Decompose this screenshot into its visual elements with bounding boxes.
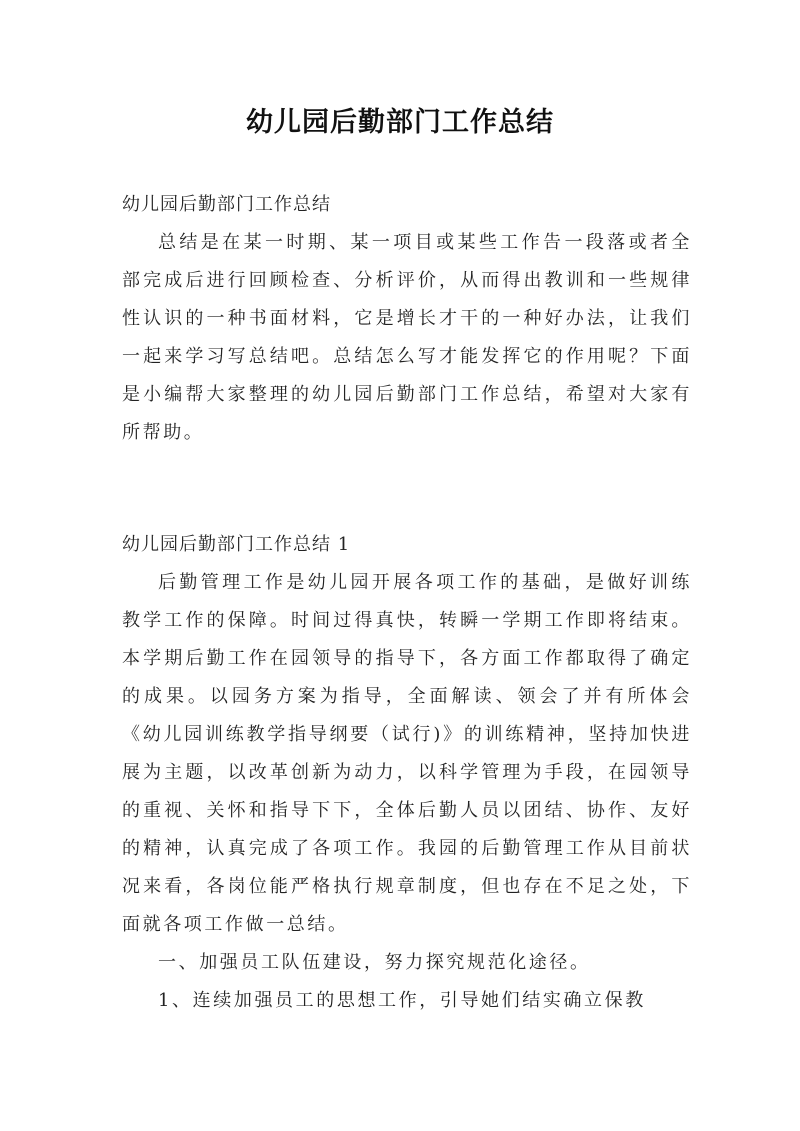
intro-section [122, 186, 692, 452]
section-1-subheading: 一、加强员工队伍建设，努力探究规范化途径。 [158, 952, 591, 973]
intro-heading: 幼儿园后勤部门工作总结 [122, 194, 331, 215]
section-1-paragraph: 后勤管理工作是幼儿园开展各项工作的基础，是做好训练教学工作的保障。时间过得真快，转瞬一学期工作即将结束。本学期后勤工作在园领导的指导下，各方面工作都取得了确定的成果。以园务方案为指导，全面解读、领会了并有所体会《幼儿园训练教学指导纲要（试行)》的训练精神，坚持加快进展为主题，以改革创新为动力，以科学管理为手段，在园领导的重视、关怀和指导下下，全体后勤人员以团结、协作、友好的精神，认真完成了各项工作。我园的后勤管理工作从目前状况来看，各岗位能严格执行规章制度，但也存在不足之处，下面就各项工作做一总结。 [122, 572, 692, 935]
section-1-heading: 幼儿园后勤部门工作总结 1 [122, 534, 351, 555]
section-1 [122, 526, 692, 1020]
intro-paragraph: 总结是在某一时期、某一项目或某些工作告一段落或者全部完成后进行回顾检查、分析评价，从而得出教训和一些规律性认识的一种书面材料，它是增长才干的一种好办法，让我们一起来学习写总结吧。总结怎么写才能发挥它的作用呢？下面是小编帮大家整理的幼儿园后勤部门工作总结，希望对大家有所帮助。 [122, 232, 692, 443]
section-1-item: 1、连续加强员工的思想工作，引导她们结实确立保教 [158, 990, 646, 1011]
document-title: 幼儿园后勤部门工作总结 [246, 107, 554, 138]
